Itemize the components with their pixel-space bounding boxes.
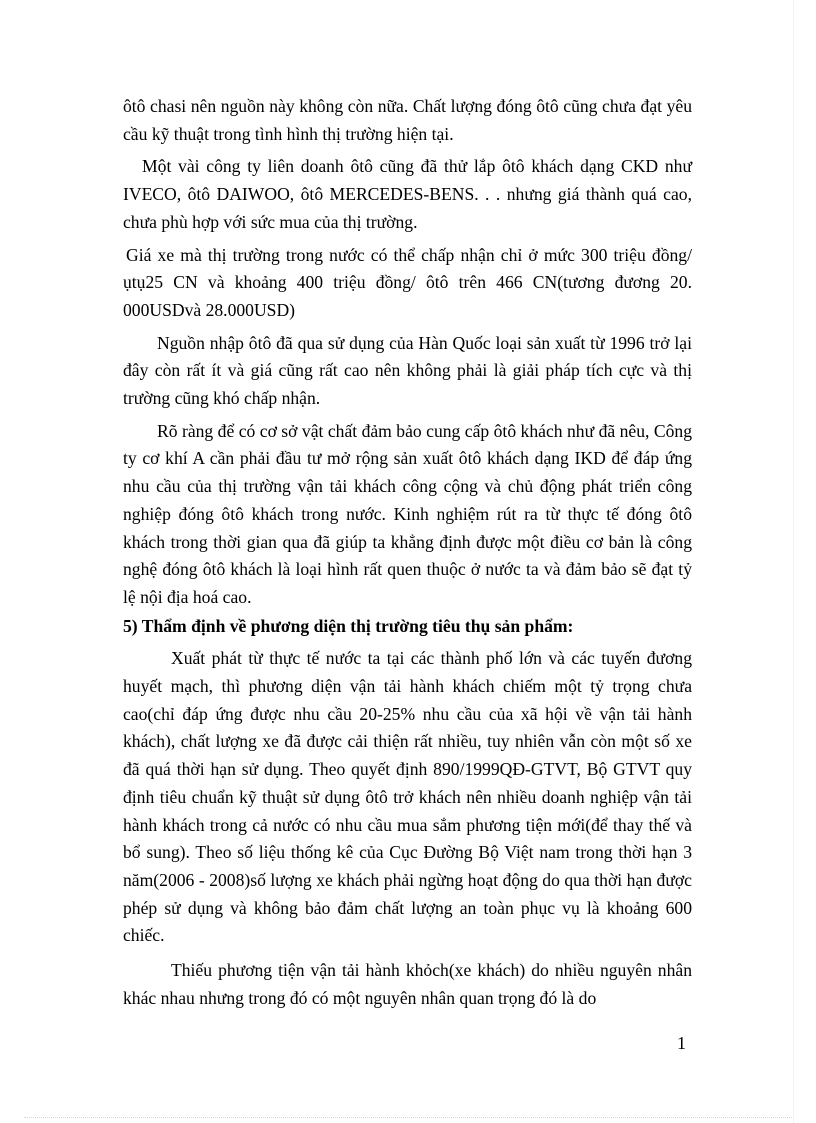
- paragraph-chasi: ôtô chasi nên nguồn này không còn nữa. Chất lượng đóng ôtô cũng chưa đạt yêu cầu kỹ thuật trong tình hình thị trường hiện tại.: [123, 96, 692, 144]
- paragraph-price: Giá xe mà thị trường trong nước có thể chấp nhận chỉ ở mức 300 triệu đồng/ ụtụ25 CN và khoảng 400 triệu đồng/ ôtô trên 466 CN(tương đương 20. 000USDvà 28.000USD): [123, 244, 692, 320]
- paragraph-investment: Rõ ràng để có cơ sở vật chất đảm bảo cung cấp ôtô khách như đã nêu, Công ty cơ khí A cần phải đầu tư mở rộng sản xuất ôtô khách dạng IKD để đáp ứng nhu cầu của thị trường vận tải khách công cộng và chủ động phát triển công nghiệp đóng ôtô khách trong nước. Kinh nghiệm rút ra từ thực tế đóng ôtô khách trong thời gian qua đã giúp ta khẳng định được một điều cơ bản là công nghệ đóng ôtô khách là loại hình rất quen thuộc ở nước ta và đảm bảo sẽ đạt tỷ lệ nội địa hoá cao.: [123, 420, 692, 607]
- paragraph-market-demand: Xuất phát từ thực tế nước ta tại các thành phố lớn và các tuyến đương huyết mạch, thì phương diện vận tải hành khách chiếm một tỷ trọng chưa cao(chỉ đáp ứng được nhu cầu 20-25% nhu cầu của xã hội về vận tải hành khách), chất lượng xe đã được cải thiện rất nhiều, tuy nhiên vẫn còn một số xe đã quá thời hạn sử dụng. Theo quyết định 890/1999QĐ-GTVT, Bộ GTVT quy định tiêu chuẩn kỹ thuật sử dụng ôtô trở khách nên nhiều doanh nghiệp vận tải hành khách trong cả nước có nhu cầu mua sắm phương tiện mới(để thay thế và bổ sung). Theo số liệu thống kê của Cục Đường Bộ Việt nam trong thời hạn 3 năm(2006 - 2008)số lượng xe khách phải ngừng hoạt động do qua thời hạn được phép sử dụng và không bảo đảm chất lượng an toàn phục vụ là khoảng 600 chiếc.: [123, 648, 692, 946]
- paragraph-joint-venture: Một vài công ty liên doanh ôtô cũng đã thử lắp ôtô khách dạng CKD như IVECO, ôtô DAIWOO, ôtô MERCEDES-BENS. . . nhưng giá thành quá cao, chưa phù hợp với sức mua của thị trường.: [123, 156, 692, 232]
- paragraph-imports: Nguồn nhập ôtô đã qua sử dụng của Hàn Quốc loại sản xuất từ 1996 trở lại đây còn rất ít và giá cũng rất cao nên không phải là giải pháp tích cực và thị trường cũng khó chấp nhận.: [123, 332, 692, 409]
- section-heading: 5) Thẩm định về phương diện thị trường tiêu thụ sản phẩm:: [123, 615, 574, 636]
- page-margin-guide: [793, 0, 794, 1123]
- paragraph-shortage: Thiếu phương tiện vận tải hành khỏch(xe khách) do nhiều nguyên nhân khác nhau nhưng trong đó có một nguyên nhân quan trọng đó là do: [123, 960, 692, 1008]
- document-body: [123, 93, 692, 1013]
- page-number: 1: [677, 1033, 686, 1053]
- page-bottom-guide: [24, 1117, 792, 1118]
